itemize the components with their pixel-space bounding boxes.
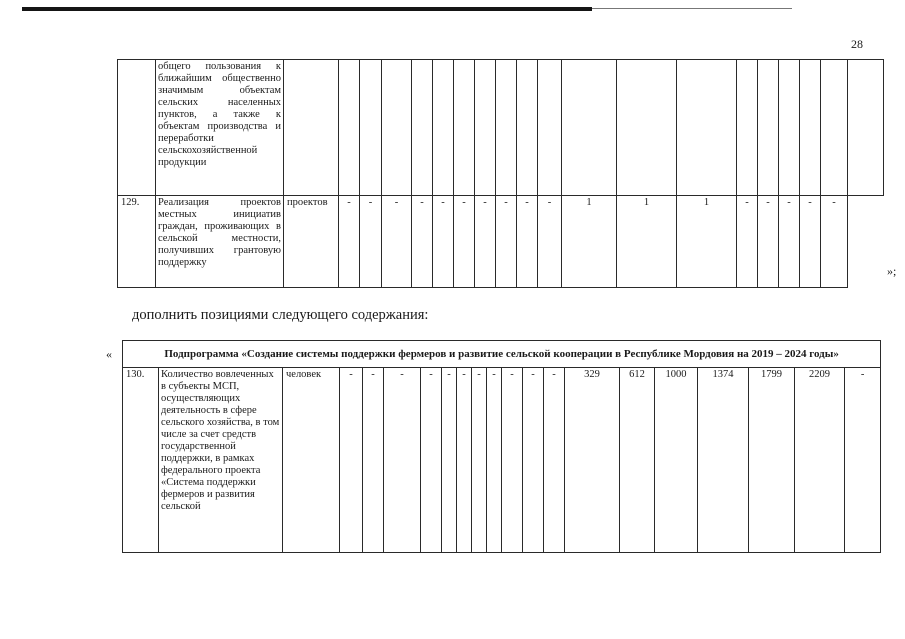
- value-cell: -: [821, 196, 848, 288]
- value-cell: -: [758, 196, 779, 288]
- intro-text: дополнить позициями следующего содержания:: [132, 307, 429, 323]
- value-cell: -: [412, 196, 433, 288]
- table-top: [117, 59, 884, 288]
- value-cell: -: [472, 368, 487, 553]
- value-cell: -: [340, 368, 363, 553]
- value-cell: 1: [562, 196, 617, 288]
- row-number: 130.: [123, 368, 159, 553]
- value-cell: -: [454, 196, 475, 288]
- value-cell: -: [384, 368, 421, 553]
- value-cell: -: [496, 196, 517, 288]
- value-cell: -: [475, 196, 496, 288]
- value-cell: 1374: [698, 368, 749, 553]
- value-cell: 612: [620, 368, 655, 553]
- value-cell: -: [360, 196, 382, 288]
- opening-quote: «: [106, 347, 112, 361]
- top-rule-thin: [592, 8, 792, 9]
- table-row: [123, 341, 881, 368]
- page-number: 28: [851, 37, 863, 51]
- value-cell: -: [339, 196, 360, 288]
- value-cell: 1: [677, 196, 737, 288]
- table-row: [118, 196, 884, 288]
- subprogram-header: Подпрограмма «Создание системы поддержки фермеров и развитие сельской кооперации в Республике Мордовия на 2019 – 2024 годы»: [123, 341, 881, 368]
- value-cell: -: [502, 368, 523, 553]
- value-cell: -: [421, 368, 442, 553]
- row-number: 129.: [118, 196, 156, 288]
- value-cell: -: [544, 368, 565, 553]
- table-row: [123, 368, 881, 553]
- value-cell: -: [538, 196, 562, 288]
- table-row: [118, 60, 884, 196]
- value-cell: 1000: [655, 368, 698, 553]
- value-cell: -: [382, 196, 412, 288]
- value-cell: -: [845, 368, 881, 553]
- value-cell: -: [779, 196, 800, 288]
- value-cell: -: [487, 368, 502, 553]
- value-cell: 1: [617, 196, 677, 288]
- row-description: Реализация проектов местных инициатив граждан, проживающих в сельской местности, получивших грантовую поддержку: [156, 196, 284, 288]
- top-rule: [22, 7, 592, 11]
- continuation-text: общего пользования к ближайшим общественно значимым объектам сельских населенных пунктов, а также к объектам производства и переработки сельскохозяйственной продукции: [156, 60, 284, 196]
- row-unit: проектов: [284, 196, 339, 288]
- value-cell: -: [800, 196, 821, 288]
- value-cell: -: [737, 196, 758, 288]
- value-cell: -: [442, 368, 457, 553]
- value-cell: 1799: [749, 368, 795, 553]
- value-cell: 329: [565, 368, 620, 553]
- value-cell: -: [363, 368, 384, 553]
- closing-quote: »;: [887, 264, 897, 278]
- value-cell: -: [433, 196, 454, 288]
- value-cell: -: [457, 368, 472, 553]
- table-bottom: [122, 340, 881, 553]
- value-cell: 2209: [795, 368, 845, 553]
- row-unit: человек: [283, 368, 340, 553]
- value-cell: -: [517, 196, 538, 288]
- row-description: Количество вовлеченных в субъекты МСП, осуществляющих деятельность в сфере сельского хозяйства, в том числе за счет средств государственной поддержки, в рамках федерального проекта «Система поддержки фермеров и развития сельской: [159, 368, 283, 553]
- value-cell: -: [523, 368, 544, 553]
